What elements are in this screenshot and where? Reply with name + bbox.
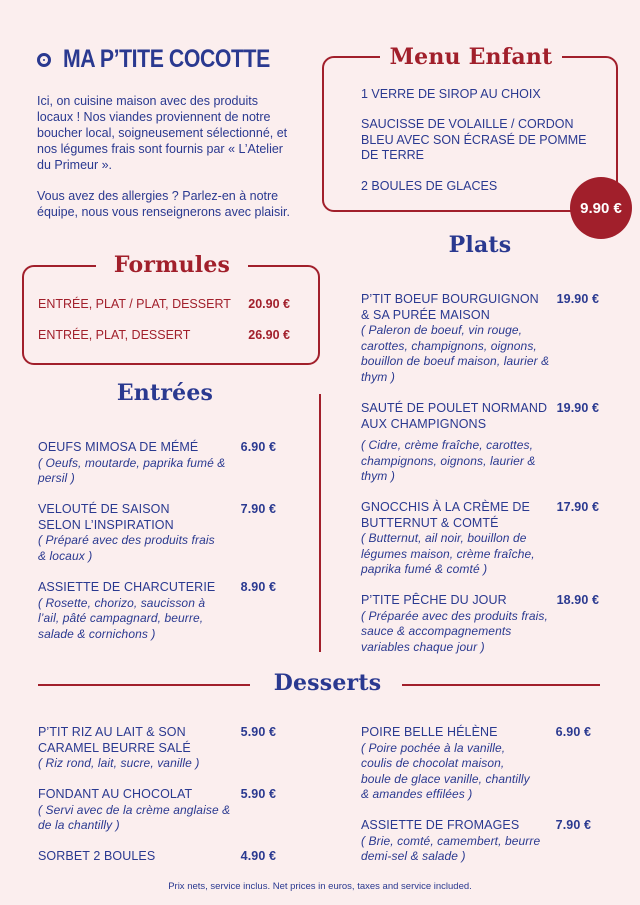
item-price: 4.90 € xyxy=(240,849,276,863)
item-description: ( Préparé avec des produits frais & locaux ) xyxy=(38,533,215,563)
item-name: POIRE BELLE HÉLÈNE xyxy=(361,725,498,739)
item-name: P’TIT BOEUF BOURGUIGNON & SA PURÉE MAISON xyxy=(361,292,539,322)
item-name: OEUFS MIMOSA DE MÉMÉ xyxy=(38,440,199,454)
menu-item xyxy=(361,593,599,655)
formules-frame xyxy=(22,265,320,365)
plats-title: Plats xyxy=(448,232,512,258)
item-price: 18.90 € xyxy=(556,593,599,607)
item-name: P’TIT RIZ AU LAIT & SON CARAMEL BEURRE SALÉ xyxy=(38,725,191,755)
menu-item xyxy=(38,725,276,772)
item-name: VELOUTÉ DE SAISON SELON L’INSPIRATION xyxy=(38,502,174,532)
desserts-divider-left xyxy=(38,684,250,686)
item-price: 7.90 € xyxy=(555,818,591,832)
kids-menu-item: 1 VERRE DE SIROP AU CHOIX xyxy=(361,87,541,101)
item-name: SAUTÉ DE POULET NORMAND AUX CHAMPIGNONS xyxy=(361,401,548,431)
item-price: 8.90 € xyxy=(240,580,276,594)
item-name: SORBET 2 BOULES xyxy=(38,849,156,863)
item-price: 7.90 € xyxy=(240,502,276,516)
item-price: 17.90 € xyxy=(556,500,599,514)
menu-item xyxy=(361,818,591,865)
item-price: 5.90 € xyxy=(240,725,276,739)
item-price: 6.90 € xyxy=(240,440,276,454)
kids-menu-item: 2 BOULES DE GLACES xyxy=(361,179,498,193)
kids-menu-title-wrap xyxy=(380,44,562,70)
menu-item xyxy=(38,849,276,865)
item-description: ( Riz rond, lait, sucre, vanille ) xyxy=(38,756,200,770)
item-price: 19.90 € xyxy=(556,292,599,306)
menu-item xyxy=(38,580,276,642)
item-description: ( Rosette, chorizo, saucisson à l’ail, pâté campagnard, beurre, salade & cornichons ) xyxy=(38,595,206,641)
menu-item xyxy=(38,502,276,564)
column-divider xyxy=(319,394,321,652)
menu-item xyxy=(361,725,591,803)
intro-text xyxy=(37,93,297,235)
formule-label: ENTRÉE, PLAT / PLAT, DESSERT xyxy=(38,297,231,311)
formule-row xyxy=(38,328,290,342)
item-description: ( Poire pochée à la vanille, coulis de chocolat maison, boule de glace vanille, chantilly & amandes effilées ) xyxy=(361,740,530,801)
formule-label: ENTRÉE, PLAT, DESSERT xyxy=(38,328,191,342)
formule-price: 20.90 € xyxy=(248,297,290,311)
menu-item xyxy=(361,401,599,485)
item-price: 19.90 € xyxy=(556,401,599,415)
formule-row xyxy=(38,297,290,311)
brand-name: MA P’TITE COCOTTE xyxy=(63,45,270,73)
kids-menu-item: SAUCISSE DE VOLAILLE / CORDON BLEU AVEC SON ÉCRASÉ DE POMME DE TERRE xyxy=(361,117,587,162)
intro-paragraph-2: Vous avez des allergies ? Parlez-en à notre équipe, nous vous renseignerons avec plaisir. xyxy=(37,189,290,219)
item-description: ( Oeufs, moutarde, paprika fumé & persil ) xyxy=(38,455,226,485)
brand xyxy=(37,45,306,74)
item-price: 5.90 € xyxy=(240,787,276,801)
menu-item xyxy=(361,292,599,385)
desserts-title: Desserts xyxy=(273,670,382,696)
item-description: ( Cidre, crème fraîche, carottes, champignons, oignons, laurier & thym ) xyxy=(361,438,536,483)
item-name: GNOCCHIS À LA CRÈME DE BUTTERNUT & COMTÉ xyxy=(361,500,530,530)
menu-item xyxy=(361,500,599,578)
menu-item xyxy=(38,440,276,487)
item-description: ( Butternut, ail noir, bouillon de légumes maison, crème fraîche, paprika fumé & comté ) xyxy=(361,531,535,576)
desserts-divider-right xyxy=(402,684,600,686)
item-description: ( Préparée avec des produits frais, sauce & accompagnements variables chaque jour ) xyxy=(361,608,548,654)
item-name: P’TITE PÊCHE DU JOUR xyxy=(361,593,507,607)
formules-title: Formules xyxy=(113,252,231,278)
item-name: ASSIETTE DE FROMAGES xyxy=(361,818,520,832)
menu-item xyxy=(38,787,276,834)
kids-menu-title: Menu Enfant xyxy=(389,44,553,70)
item-price: 6.90 € xyxy=(555,725,591,739)
formule-price: 26.90 € xyxy=(248,328,290,342)
footer-note: Prix nets, service inclus. Net prices in euros, taxes and service included. xyxy=(168,881,472,892)
formules-title-wrap xyxy=(96,252,248,278)
item-description: ( Brie, comté, camembert, beurre demi-sel & salade ) xyxy=(361,833,541,863)
item-name: FONDANT AU CHOCOLAT xyxy=(38,787,193,801)
entrees-title: Entrées xyxy=(116,380,214,406)
item-description: ( Paleron de boeuf, vin rouge, carottes, champignons, oignons, bouillon de boeuf maison, laurier & thym ) xyxy=(361,323,550,384)
kids-menu-price-badge: 9.90 € xyxy=(570,177,632,239)
item-description: ( Servi avec de la crème anglaise & de la chantilly ) xyxy=(38,802,231,832)
brand-logo-icon xyxy=(37,53,51,67)
intro-paragraph-1: Ici, on cuisine maison avec des produits locaux ! Nos viandes proviennent de notre boucher local, soigneusement sélectionné, et nos légumes frais sont fournis par « L’Atelier du Primeur ». xyxy=(37,94,288,172)
item-name: ASSIETTE DE CHARCUTERIE xyxy=(38,580,216,594)
